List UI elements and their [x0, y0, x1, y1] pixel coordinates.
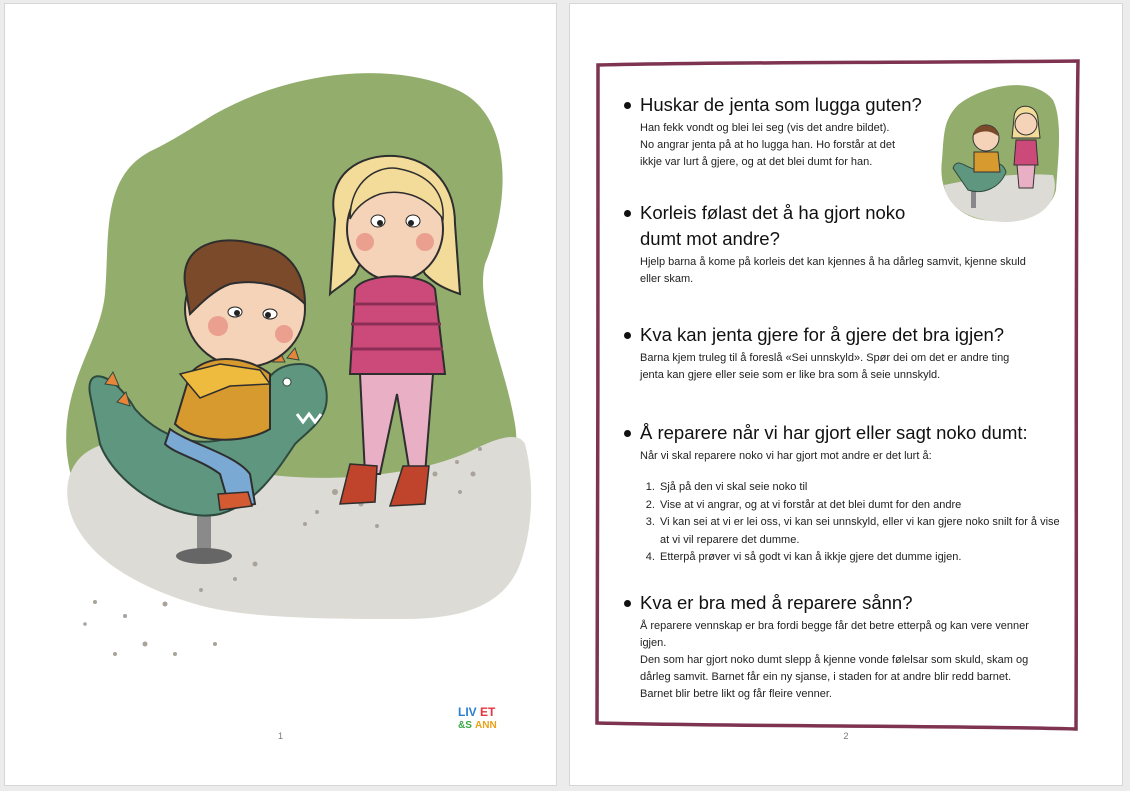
spring-base [176, 548, 232, 564]
section-korleis [624, 200, 1064, 288]
section-heading: Kva kan jenta gjere for å gjere det bra igjen? [624, 322, 1064, 348]
page-number: 2 [843, 731, 849, 741]
list-item: 4. Etterpå prøver vi så godt vi kan å ikkje gjere det dumme igjen. [658, 549, 1068, 567]
section-text: Å reparere vennskap er bra fordi begge får det betre etterpå og kan vere venner igjen. Den som har gjort noko dumt slepp å kjenne vonde følelsar som skuld, skam og dårleg samvit. Barnet får ein ny sjanse, i staden for at andre blir redd barnet. Barnet blir betre likt og får fleire venner. [640, 620, 1029, 700]
svg-text:ANN: ANN [475, 720, 497, 730]
section-intro: Når vi skal reparere noko vi har gjort mot andre er det lurt å: [640, 450, 932, 462]
livet-og-sann-logo [457, 704, 503, 730]
section-kva-er-bra [624, 590, 1064, 703]
section-heading: Å reparere når vi har gjort eller sagt noko dumt: [624, 420, 1064, 446]
section-heading: Korleis følast det å ha gjort noko dumt mot andre? [624, 200, 1064, 252]
section-heading: Kva er bra med å reparere sånn? [624, 590, 1064, 616]
list-item: 1. Sjå på den vi skal seie noko til [658, 479, 1068, 497]
section-text: Hjelp barna å kome på korleis det kan kjennes å ha dårleg samvit, kjenne skuld eller skam. [640, 256, 1026, 285]
section-heading: Huskar de jenta som lugga guten? [624, 92, 1064, 118]
list-item: 2. Vise at vi angrar, og at vi forstår at det blei dumt for den andre [658, 497, 1068, 515]
section-kva-kan-jenta [624, 322, 1064, 384]
list-item: 3. Vi kan sei at vi er lei oss, vi kan sei unnskyld, eller vi kan gjere noko snilt for å vise at vi vil reparere det dumme. [658, 514, 1068, 549]
section-reparere [624, 420, 1064, 567]
svg-text:ET: ET [480, 705, 496, 719]
illustration-boy-dino-girl [5, 4, 556, 785]
page-1 [5, 4, 556, 785]
svg-text:&S: &S [458, 720, 472, 730]
page-2 [570, 4, 1122, 785]
svg-text:LIV: LIV [458, 705, 477, 719]
numbered-list [640, 479, 1068, 567]
section-text: Han fekk vondt og blei lei seg (vis det andre bildet). No angrar jenta på at ho lugga han. Ho forstår at det ikkje var lurt å gjere, og at det blei dumt for han. [640, 122, 895, 168]
section-text: Barna kjem truleg til å foreslå «Sei unnskyld». Spør dei om det er andre ting jenta kan gjere eller seie som er like bra som å seie unnskyld. [640, 352, 1010, 381]
page-number: 1 [277, 731, 283, 741]
section-huskar [624, 92, 1064, 171]
